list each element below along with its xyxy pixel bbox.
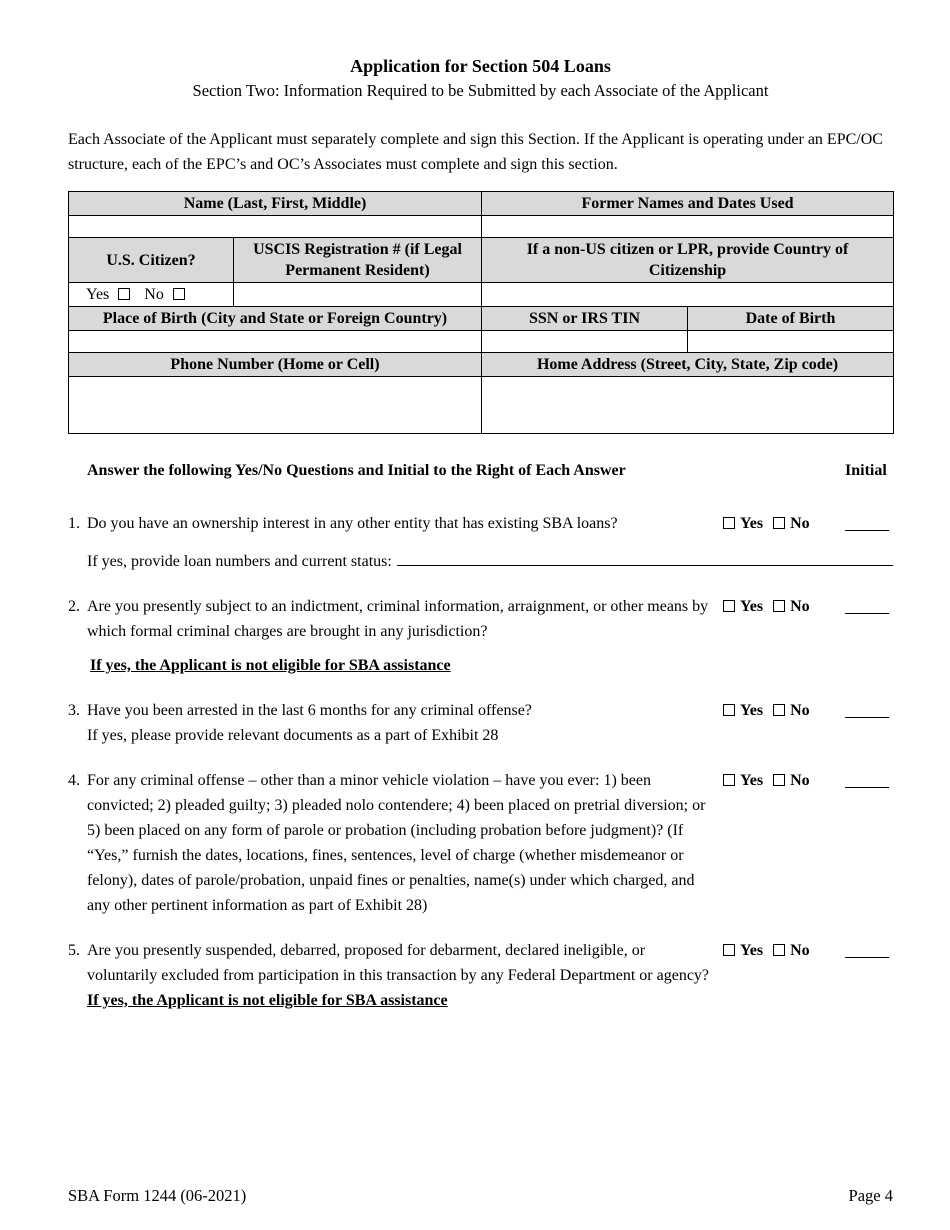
question-number: 5. — [68, 942, 80, 959]
question-2-initial — [845, 594, 893, 622]
question-2 — [68, 594, 893, 678]
phone-header-cell: Phone Number (Home or Cell) — [69, 353, 482, 377]
question-2-yesno-group — [723, 594, 845, 619]
no-label: No — [790, 942, 810, 959]
page-title: Application for Section 504 Loans — [350, 56, 611, 76]
question-number: 3. — [68, 702, 80, 719]
citizen-no-checkbox[interactable] — [173, 288, 185, 300]
form-number: SBA Form 1244 (06-2021) — [68, 1186, 247, 1205]
question-4 — [68, 768, 893, 918]
initial-blank[interactable] — [845, 941, 889, 958]
citizenship-header-cell: If a non-US citizen or LPR, provide Country of Citizenship — [482, 238, 894, 283]
question-3-followup: If yes, please provide relevant documents as a part of Exhibit 28 — [87, 727, 499, 744]
question-3 — [68, 698, 893, 748]
followup-label: If yes, provide loan numbers and current status: — [87, 553, 392, 570]
question-text: Do you have an ownership interest in any other entity that has existing SBA loans? — [87, 515, 618, 532]
address-input-cell[interactable] — [482, 377, 894, 434]
question-3-yesno-group — [723, 698, 845, 723]
question-1-yesno-group — [723, 511, 845, 536]
questions-instruction: Answer the following Yes/No Questions and Initial to the Right of Each Answer — [87, 462, 626, 479]
phone-input-cell[interactable] — [69, 377, 482, 434]
yes-checkbox[interactable] — [723, 944, 735, 956]
yes-checkbox[interactable] — [723, 600, 735, 612]
initial-blank[interactable] — [845, 771, 889, 788]
yes-label: Yes — [740, 702, 764, 719]
no-checkbox[interactable] — [773, 600, 785, 612]
question-2-warning: If yes, the Applicant is not eligible for SBA assistance — [90, 657, 451, 674]
yes-label: Yes — [740, 598, 764, 615]
ssn-header-cell: SSN or IRS TIN — [482, 307, 688, 331]
citizen-answer-cell — [69, 283, 234, 307]
former-names-header-cell: Former Names and Dates Used — [482, 192, 894, 216]
associate-info-table — [68, 191, 894, 434]
dob-input-cell[interactable] — [688, 331, 894, 353]
question-text-main: Have you been arrested in the last 6 months for any criminal offense? — [87, 702, 532, 719]
initial-blank[interactable] — [845, 597, 889, 614]
initial-blank[interactable] — [845, 514, 889, 531]
page-footer — [68, 1186, 893, 1206]
question-number: 2. — [68, 598, 80, 615]
loan-status-blank[interactable] — [397, 548, 893, 566]
questions-list — [68, 511, 893, 1013]
no-checkbox[interactable] — [773, 517, 785, 529]
citizen-yes-label: Yes — [86, 286, 110, 303]
no-label: No — [790, 515, 810, 532]
no-checkbox[interactable] — [773, 944, 785, 956]
question-5-yesno-group — [723, 938, 845, 963]
question-1-initial — [845, 511, 893, 539]
ssn-input-cell[interactable] — [482, 331, 688, 353]
question-text — [87, 938, 723, 1013]
citizen-no-label: No — [144, 286, 164, 303]
question-1 — [68, 511, 893, 574]
question-number: 4. — [68, 772, 80, 789]
uscis-header-cell: USCIS Registration # (if Legal Permanent Resident) — [234, 238, 482, 283]
birthplace-header-cell: Place of Birth (City and State or Foreign Country) — [69, 307, 482, 331]
no-label: No — [790, 772, 810, 789]
question-text: Are you presently subject to an indictment, criminal information, arraignment, or other means by which formal criminal charges are brought in any jurisdiction? — [87, 598, 709, 640]
yes-checkbox[interactable] — [723, 704, 735, 716]
question-text-main: Are you presently suspended, debarred, proposed for debarment, declared ineligible, or voluntarily excluded from participation in this transaction by any Federal Department or agency? — [87, 942, 710, 984]
name-header-cell: Name (Last, First, Middle) — [69, 192, 482, 216]
question-5-warning: If yes, the Applicant is not eligible for SBA assistance — [87, 992, 448, 1009]
no-checkbox[interactable] — [773, 774, 785, 786]
name-input-cell[interactable] — [69, 216, 482, 238]
question-text — [87, 698, 723, 748]
yes-checkbox[interactable] — [723, 774, 735, 786]
page-subtitle: Section Two: Information Required to be Submitted by each Associate of the Applicant — [192, 81, 769, 100]
address-header-cell: Home Address (Street, City, State, Zip code) — [482, 353, 894, 377]
former-names-input-cell[interactable] — [482, 216, 894, 238]
no-label: No — [790, 702, 810, 719]
yes-label: Yes — [740, 942, 764, 959]
uscis-input-cell[interactable] — [234, 283, 482, 307]
question-number: 1. — [68, 515, 80, 532]
question-5-initial — [845, 938, 893, 966]
no-label: No — [790, 598, 810, 615]
question-4-yesno-group — [723, 768, 845, 793]
citizen-header-cell: U.S. Citizen? — [69, 238, 234, 283]
yes-label: Yes — [740, 515, 764, 532]
page-number: Page 4 — [848, 1186, 893, 1205]
no-checkbox[interactable] — [773, 704, 785, 716]
citizen-yes-checkbox[interactable] — [118, 288, 130, 300]
question-text: For any criminal offense – other than a minor vehicle violation – have you ever: 1) been convicted; 2) pleaded guilty; 3) pleaded nolo contendere; 4) been placed on pretrial diversion; or 5) been placed on any form of parole or probation (including probation before judgment)? (If “Yes,” furnish the dates, locations, fines, sentences, level of charge (whether misdemeanor or felony), dates of parole/probation, unpaid fines or penalties, name(s) under which charged, and any other pertinent information as part of Exhibit 28) — [87, 772, 706, 914]
yes-label: Yes — [740, 772, 764, 789]
intro-paragraph: Each Associate of the Applicant must separately complete and sign this Section. If the Applicant is operating under an EPC/OC structure, each of the EPC’s and OC’s Associates must complete and sign this section. — [68, 131, 883, 173]
question-5 — [68, 938, 893, 1013]
initial-blank[interactable] — [845, 701, 889, 718]
initial-column-label: Initial — [845, 462, 887, 479]
question-4-initial — [845, 768, 893, 796]
question-3-initial — [845, 698, 893, 726]
questions-section-header — [68, 458, 893, 483]
citizenship-input-cell[interactable] — [482, 283, 894, 307]
yes-checkbox[interactable] — [723, 517, 735, 529]
dob-header-cell: Date of Birth — [688, 307, 894, 331]
question-1-followup — [87, 548, 893, 574]
birthplace-input-cell[interactable] — [69, 331, 482, 353]
